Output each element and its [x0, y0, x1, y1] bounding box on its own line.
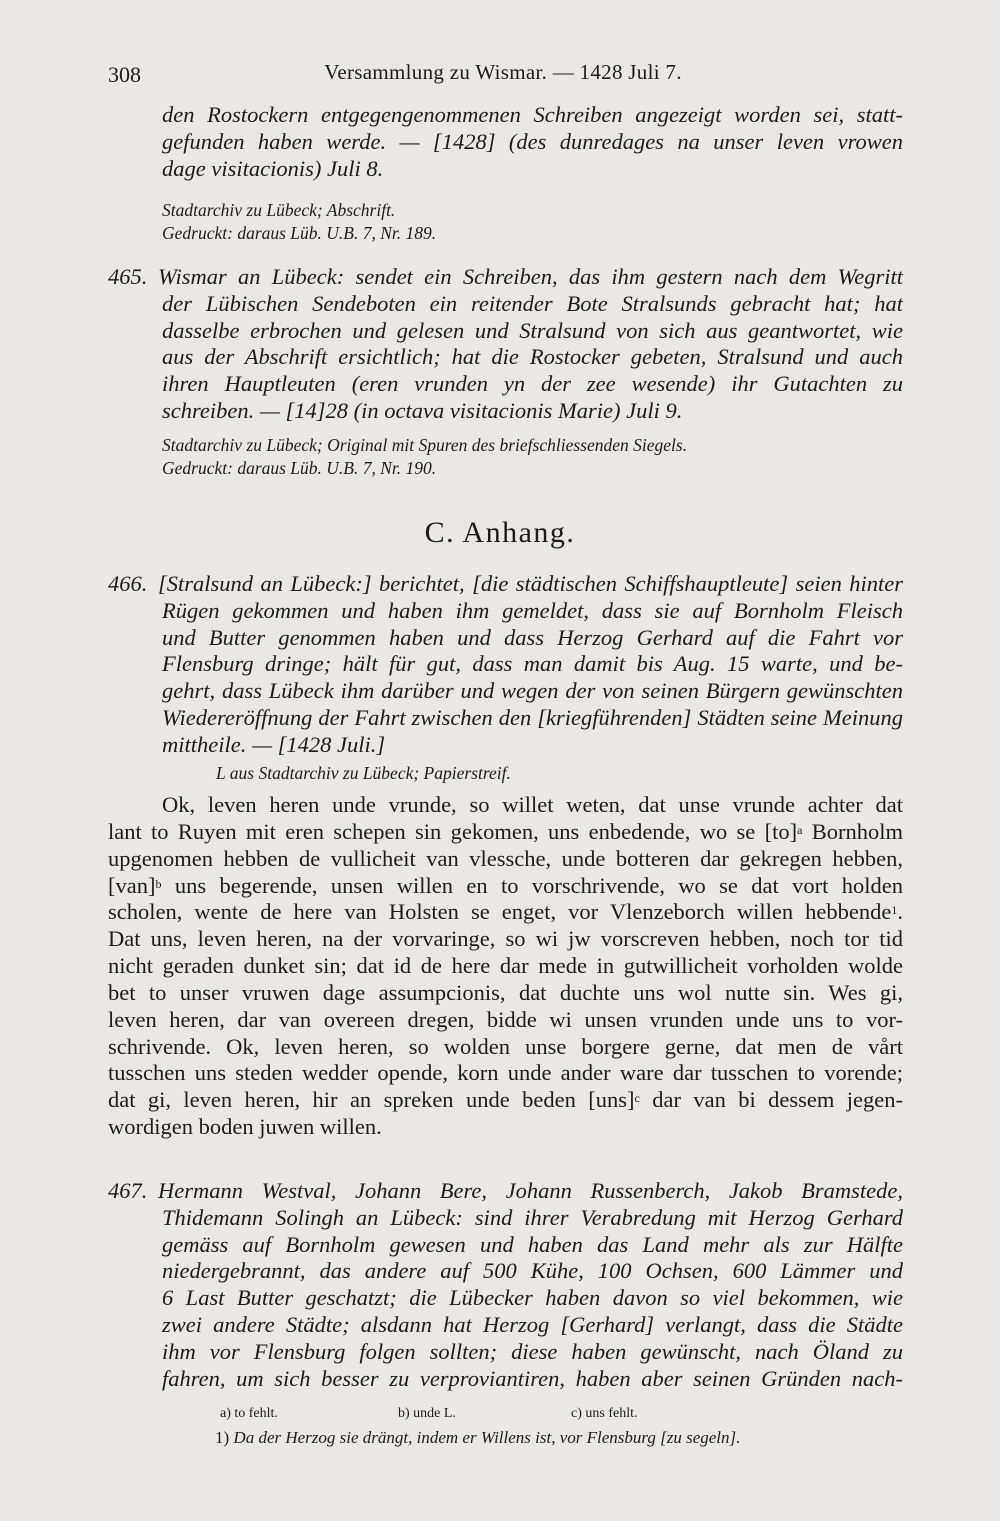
entry-line: aus der Abschrift ersichtlich; hat die Rostocker gebeten, Stralsund und auch	[162, 344, 903, 370]
entry-line: zwei andere Städte; alsdann hat Herzog [Gerhard] verlangt, dass die Städte	[162, 1311, 903, 1337]
entry-line: niedergebrannt, das andere auf 500 Kühe, 100 Ochsen, 600 Lämmer und	[162, 1258, 903, 1284]
entry-number: 467.	[108, 1178, 148, 1203]
page-number: 308	[108, 62, 141, 87]
entry-line: mittheile. — [1428 Juli.]	[162, 731, 386, 757]
entry-line: gefunden haben werde. — [1428] (des dunredages na unser leven vrowen	[162, 128, 903, 154]
entry-line: gehrt, dass Lübeck ihm darüber und wegen der von seinen Bürgern gewünschten	[162, 678, 903, 704]
entry-line: Wiedereröffnung der Fahrt zwischen den [kriegführenden] Städten seine Meinung	[162, 704, 903, 730]
entry-line: und Butter genommen haben und dass Herzog Gerhard auf die Fahrt vor	[162, 624, 903, 650]
entry-line: den Rostockern entgegengenommenen Schreiben angezeigt worden sei, statt-	[162, 102, 903, 127]
text-line: upgenomen hebben de vullicheit van vlessche, unde botteren dar gekregen hebben,	[108, 845, 903, 871]
text-line: schrivende. Ok, leven heren, so wolden unse borgere gerne, dat men de vårt	[108, 1033, 903, 1059]
source-line: Stadtarchiv zu Lübeck; Abschrift.	[162, 200, 396, 220]
footnote-b: b) unde L.	[398, 1406, 456, 1421]
text-line: tusschen uns steden wedder opende, korn unde ander ware dar tusschen to vorende;	[108, 1060, 903, 1086]
entry-line: 465. Wismar an Lübeck: sendet ein Schreiben, das ihm gestern nach dem Wegritt	[108, 264, 903, 289]
text-line: Ok, leven heren unde vrunde, so willet weten, dat unse vrunde achter dat	[162, 792, 903, 817]
entry-line: Flensburg dringe; hält für gut, dass man damit bis Aug. 15 warte, und be-	[162, 651, 903, 677]
source-line: Gedruckt: daraus Lüb. U.B. 7, Nr. 190.	[162, 457, 437, 478]
entry-line: dasselbe erbrochen und gelesen und Stralsund von sich aus geantwortet, wie	[162, 317, 903, 343]
running-header	[108, 58, 898, 90]
footnote-mark: 1)	[215, 1428, 230, 1447]
entry-465	[108, 264, 903, 425]
text-line: bet to unser vruwen dage assumpcionis, dat duchte uns wol nutte sin. Wes gi,	[108, 979, 903, 1005]
entry-line: Thidemann Solingh an Lübeck: sind ihrer Verabredung mit Herzog Gerhard	[162, 1204, 903, 1230]
entry-line: gemäss auf Bornholm gewesen und haben das Land mehr als zur Hälfte	[162, 1231, 903, 1257]
footnote-mark: b	[155, 876, 162, 891]
entry-466-text	[108, 792, 903, 1141]
entry-line: 467. Hermann Westval, Johann Bere, Johann Russenberch, Jakob Bramstede,	[108, 1178, 903, 1203]
entry-line: ihm vor Flensburg folgen sollten; diese haben gewünscht, nach Öland zu	[162, 1338, 903, 1364]
section-heading: C. Anhang.	[424, 516, 576, 549]
running-title: Versammlung zu Wismar. — 1428 Juli 7.	[324, 60, 682, 84]
text-line: [van]$^b$ uns begerende, unsen willen en to vorschrivende, wo se dat vort holden	[108, 872, 903, 898]
footnote-a: a) to fehlt.	[220, 1406, 278, 1421]
entry-line: fahren, um sich besser zu verproviantiren, haben aber seinen Gründen nach-	[162, 1365, 903, 1391]
source-line: L aus Stadtarchiv zu Lübeck; Papierstreif.	[216, 763, 511, 783]
text-line: lant to Ruyen mit eren schepen sin gekomen, uns enbedende, wo se [to]$^a$ Bornholm	[108, 818, 903, 844]
text-line: leven heren, dar van overeen dregen, bidde wi unsen vrunden unde uns to vor-	[108, 1006, 903, 1032]
entry-465-source	[108, 434, 957, 479]
entry-line: der Lübischen Sendeboten ein reitender Bote Stralsunds gebracht hat; hat	[162, 290, 903, 316]
entry-line: dage visitacionis) Juli 8.	[162, 155, 384, 181]
entry-467	[108, 1178, 903, 1392]
source-line: Gedruckt: daraus Lüb. U.B. 7, Nr. 189.	[162, 222, 437, 243]
footnote-c: c) uns fehlt.	[571, 1406, 638, 1421]
entry-466	[108, 571, 903, 759]
footnote-mark: a	[797, 822, 803, 837]
text-line: Dat uns, leven heren, na der vorvaringe, so wi jw vorscreven hebben, noch tor tid	[108, 926, 903, 952]
entry-line: Rügen gekommen und haben ihm gemeldet, dass sie auf Bornholm Fleisch	[162, 597, 903, 623]
entry-line: schreiben. — [14]28 (in octava visitacionis Marie) Juli 9.	[162, 397, 683, 423]
footnote-1: 1) Da der Herzog sie drängt, indem er Willens ist, vor Flensburg [zu segeln].	[215, 1428, 741, 1447]
text-line: scholen, wente de here van Holsten se enget, vor Vlenzeborch willen hebbende$^1$.	[108, 899, 903, 925]
footnote-mark: c	[634, 1091, 640, 1106]
footnote-mark: 1	[891, 903, 898, 918]
text-line: nicht geraden dunket sin; dat id de here dar mede in gutwillicheit vorholden wolde	[108, 953, 903, 979]
entry-line: 466. [Stralsund an Lübeck:] berichtet, [die städtischen Schiffshauptleute] seien hinter	[108, 571, 903, 596]
entry-line: 6 Last Butter geschatzt; die Lübecker haben davon so viel bekommen, wie	[162, 1285, 903, 1311]
text-line: dat gi, leven heren, hir an spreken unde beden [uns]$^c$ dar van bi dessem jegen-	[108, 1087, 903, 1113]
entry-number: 466.	[108, 571, 148, 596]
source-line: Stadtarchiv zu Lübeck; Original mit Spuren des briefschliessenden Siegels.	[162, 435, 688, 455]
entry-line: ihren Hauptleuten (eren vrunden yn der zee wesende) ihr Gutachten zu	[162, 371, 903, 397]
entry-466-source	[108, 762, 903, 785]
text-line: wordigen boden juwen willen.	[108, 1114, 382, 1140]
entry-continuation	[108, 102, 903, 182]
entry-number: 465.	[108, 264, 148, 289]
entry-continuation-source	[108, 199, 957, 244]
